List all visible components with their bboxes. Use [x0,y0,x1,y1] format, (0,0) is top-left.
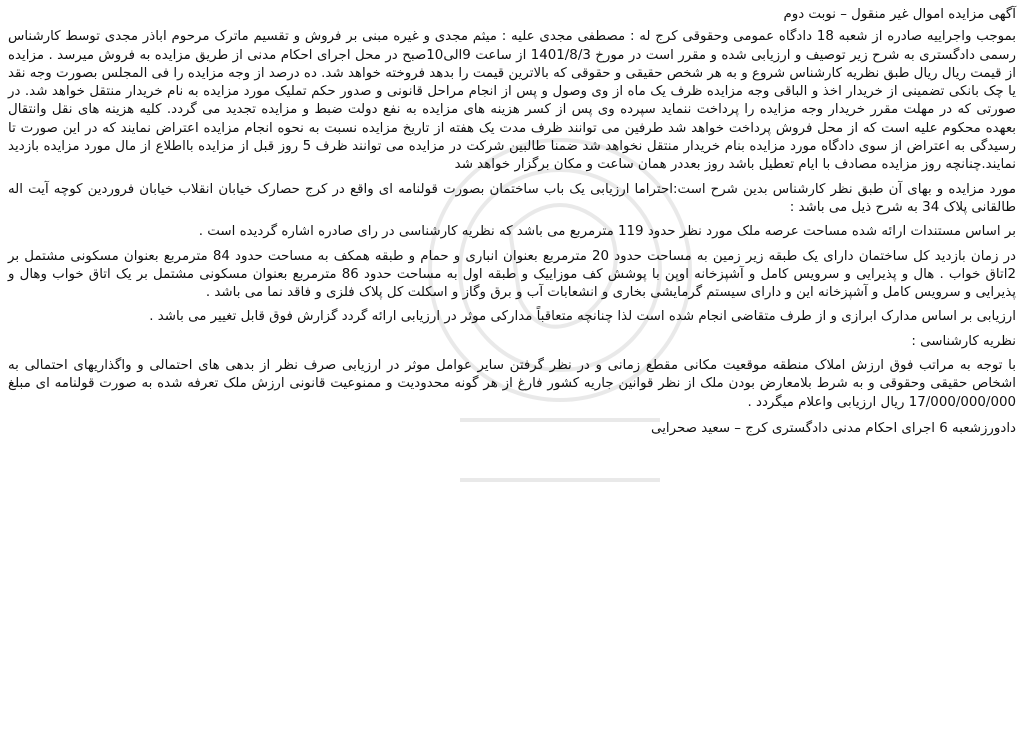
expert-opinion-paragraph: با توجه به مراتب فوق ارزش املاک منطقه موقعیت مکانی مقطع زمانی و در نظر گرفتن سایر عوامل موثر در ارزیابی صرف نظر از بدهی های احتمالی و واگذاریهای احتمالی به اشخاص حقیقی وحقوقی و به شرط بلامعارض بودن ملک از نظر قوانین جاریه کشور فارغ از هر گونه محدودیت و ممنوعیت قانونی ارزش ملک تعرفه شده به صورت قولنامه ای مبلغ 17/000/000/000 ریال ارزیابی واعلام میگردد . [8,358,1016,410]
building-details-paragraph: در زمان بازدید کل ساختمان دارای یک طبقه زیر زمین به مساحت حدود 20 مترمربع بعنوان انباری و حمام و طبقه همکف به مساحت حدود 84 مترمربع بعنوان مسکونی مشتمل بر 2اتاق خواب . هال و پذیرایی و سرویس کامل و آشپزخانه اوپن با پوشش کف موزاییک و طبقه اول به مساحت حدود 86 مترمربع بعنوان مسکونی مشتمل بر یک اتاق خواب وهال و پذیرایی و سرویس کامل و آشپزخانه این و دارای سیستم گرمایشی بخاری و انشعابات آب و برق وگاز و اسکلت کل پلاک فلزی و فاقد نما می باشد . [8,248,1016,301]
auction-notice-document [8,6,1016,438]
property-description-paragraph: مورد مزایده و بهای آن طبق نظر کارشناس بدین شرح است:احتراما ارزیابی یک باب ساختمان بصورت قولنامه ای واقع در کرج حصارک خیابان انقلاب خیابان فروردین کوچه آیت اله طالقانی پلاک 34 به شرح ذیل می باشد : [8,181,1016,215]
evaluation-basis-paragraph: ارزیابی بر اساس مدارک ابرازی و از طرف متقاضی انجام شده است لذا چنانچه متعاقباً مدارکی موثر در ارزیابی ارائه گردد گزارش فوق قابل تغییر می باشد . [149,309,1016,325]
expert-opinion-heading: نظریه کارشناسی : [911,333,1016,349]
signature-line: دادورزشعبه 6 اجرای احکام مدنی دادگستری کرج – سعید صحرایی [651,420,1016,436]
land-area-paragraph: بر اساس مستندات ارائه شده مساحت عرصه ملک مورد نظر حدود 119 مترمربع می باشد که نظریه کارشناسی در رای صادره اشاره گردیده است . [198,224,1016,240]
notice-heading: آگهی مزایده اموال غیر منقول – نوبت دوم [783,7,1016,22]
terms-paragraph: بموجب واجراییه صادره از شعبه 18 دادگاه عمومی وحقوقی کرج له : مصطفی مجدی علیه : میثم مجدی و غیره مبنی بر فروش و تقسیم ماترک مرحوم اباذر مجدی توسط کارشناس رسمی دادگستری به شرح زیر توصیف و ارزیابی شده و مقرر است در مورخ 1401/8/3 از ساعت 9الی10صبح در محل اجرای احکام مدنی از طریق مزایده به فروش میرسد . مزایده از قیمت ریال ریال طبق نظریه کارشناس شروع و به هر شخص حقیقی و حقوقی که بالاترین قیمت را بدهد فروخته خواهد شد. ده درصد از وجه مزایده را فی المجلس بصورت وجه نقد یا چک بانکی تضمینی از خریدار اخذ و الباقی وجه مزایده ظرف یک ماه از وی وصول و پس از انجام مراحل قانونی و صدور حکم تملیک مورد مزایده به نام خریدار منتقل خواهد شد. در صورتی که در مهلت مقرر خریدار وجه مزایده را پرداخت ننماید سپرده وی پس از کسر هزینه های مزایده به نفع دولت ضبط و مزایده تجدید می گردد. کلیه هزینه های نقل وانتقال بعهده محکوم علیه است که از محل فروش پرداخت خواهد شد طرفین می توانند ظرف مدت یک هفته از تاریخ مزایده نسبت به نحوه انجام مزایده اعتراض نمایند که در این صورت تا رسیدگی به اعتراض از سوی دادگاه مورد مزایده بنام خریدار منتقل نخواهد شد ضمنا طالبین شرکت در مزایده می توانند ظرف 5 روز قبل از مزایده بااطلاع از مال مورد مزایده بازدید نمایند.چنانچه روز مزایده مصادف با ایام تعطیل باشد روز بعددر همان ساعت و مکان برگزار خواهد شد [8,29,1016,173]
